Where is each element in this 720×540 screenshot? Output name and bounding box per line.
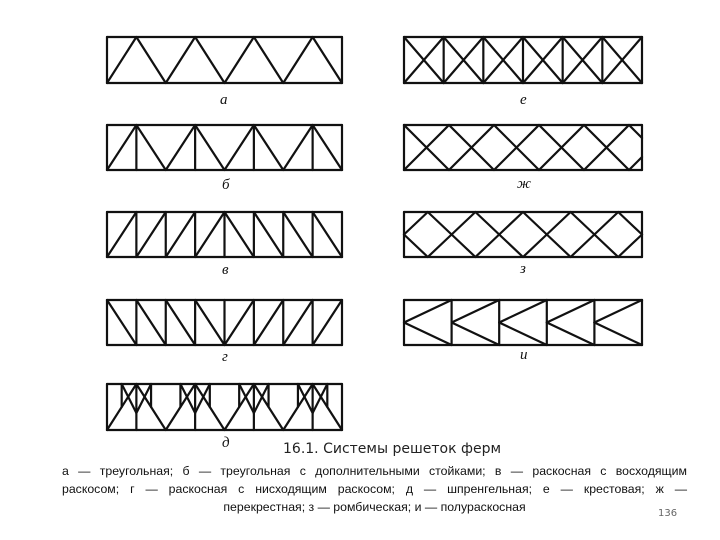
diagonal xyxy=(313,300,342,345)
diagonal xyxy=(136,37,165,83)
diagonal xyxy=(136,300,165,345)
semi-diagonal xyxy=(452,300,500,323)
diagonal xyxy=(225,300,254,345)
diagonal xyxy=(547,212,571,235)
diagonal xyxy=(195,212,224,257)
semi-diagonal xyxy=(594,300,642,323)
label-truss-a: а xyxy=(220,92,228,108)
semi-diagonal xyxy=(404,300,452,323)
diagonal xyxy=(166,125,195,170)
diagonal xyxy=(283,300,312,345)
diagonal xyxy=(225,37,254,83)
diagonal xyxy=(195,125,224,170)
figure-title: 16.1. Системы решеток ферм xyxy=(283,441,502,457)
legend-line-1: а — треугольная; б — треугольная с дополнительными стойками; в — раскосная с восходящим xyxy=(62,464,687,478)
diagonal xyxy=(254,300,283,345)
label-truss-zh: ж xyxy=(517,176,531,192)
label-truss-e: е xyxy=(520,92,527,108)
diagonal xyxy=(313,212,342,257)
diagonal xyxy=(618,212,642,235)
semi-diagonal xyxy=(547,323,595,346)
diagonal xyxy=(107,37,136,83)
truss-v xyxy=(107,212,342,257)
semi-diagonal xyxy=(547,300,595,323)
diagonal xyxy=(195,300,224,345)
diagonal xyxy=(452,235,476,258)
diagonal xyxy=(107,300,136,345)
diagonal xyxy=(523,235,547,258)
semi-diagonal xyxy=(452,323,500,346)
label-truss-g: г xyxy=(222,349,228,365)
diagonal xyxy=(195,37,224,83)
diagonal xyxy=(571,235,595,258)
truss-e xyxy=(404,37,642,83)
diagonal xyxy=(629,125,642,138)
page-number: 136 xyxy=(658,508,678,519)
truss-g xyxy=(107,300,342,345)
diagonal xyxy=(225,125,254,170)
diagonal xyxy=(166,212,195,257)
diagonal xyxy=(283,37,312,83)
diagonal xyxy=(452,212,476,235)
legend-line-2: раскосом; г — раскосная с нисходящим раскосом; д — шпренгельная; е — крестовая; ж — xyxy=(62,482,687,496)
label-truss-z: з xyxy=(520,261,526,277)
legend-line-3: перекрестная; з — ромбическая; и — полураскосная xyxy=(223,500,526,514)
diagonal xyxy=(254,125,283,170)
label-truss-b: б xyxy=(222,177,230,193)
diagonal xyxy=(166,300,195,345)
diagonal xyxy=(594,235,618,258)
diagonal xyxy=(499,235,523,258)
diagonal xyxy=(618,235,642,258)
diagonal xyxy=(225,212,254,257)
diagonal xyxy=(499,212,523,235)
label-truss-d: д xyxy=(222,435,230,451)
diagonal xyxy=(136,125,165,170)
diagonal xyxy=(254,37,283,83)
diagonal xyxy=(107,212,136,257)
diagonal xyxy=(283,212,312,257)
diagonal xyxy=(283,125,312,170)
label-truss-i: и xyxy=(520,347,528,363)
diagonal xyxy=(571,212,595,235)
diagonal xyxy=(428,235,452,258)
truss-d xyxy=(107,384,342,430)
diagonal xyxy=(166,37,195,83)
diagonal xyxy=(475,235,499,258)
truss-zh xyxy=(404,125,642,170)
figure-legend xyxy=(62,462,687,516)
truss-i xyxy=(404,300,642,345)
semi-diagonal xyxy=(499,300,547,323)
truss-b xyxy=(107,125,342,170)
diagonal xyxy=(428,212,452,235)
semi-diagonal xyxy=(594,323,642,346)
diagonal xyxy=(404,212,428,235)
diagonal xyxy=(313,37,342,83)
diagonal xyxy=(107,125,136,170)
diagonal xyxy=(136,212,165,257)
diagonal xyxy=(594,212,618,235)
semi-diagonal xyxy=(404,323,452,346)
truss-a xyxy=(107,37,342,83)
diagonal xyxy=(523,212,547,235)
label-truss-v: в xyxy=(222,262,229,278)
diagonal xyxy=(254,212,283,257)
diagonal xyxy=(547,235,571,258)
diagonal xyxy=(629,157,642,170)
diagonal xyxy=(404,235,428,258)
diagonal xyxy=(475,212,499,235)
semi-diagonal xyxy=(499,323,547,346)
truss-z xyxy=(404,212,642,257)
diagonal xyxy=(313,125,342,170)
